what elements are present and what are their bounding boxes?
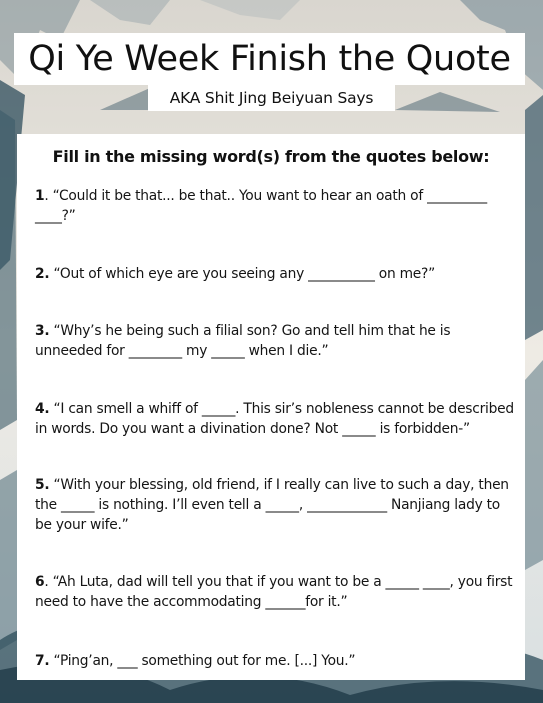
question-2 xyxy=(35,264,519,284)
question-text: . “Could it be that... be that.. You want to hear an oath of _________ ____?” xyxy=(35,188,487,224)
question-4 xyxy=(35,399,519,439)
question-text: “Out of which eye are you seeing any __________ on me?” xyxy=(49,266,435,282)
question-6 xyxy=(35,572,519,612)
question-text: . “Ah Luta, dad will tell you that if you want to be a _____ ____, you first need to have the accommodating ______for it.” xyxy=(35,574,513,610)
question-text: “I can smell a whiff of _____. This sir’s nobleness cannot be described in words. Do you want a divination done? Not _____ is forbidden-” xyxy=(35,401,514,437)
question-number: 5. xyxy=(35,477,50,493)
question-5 xyxy=(35,475,519,535)
question-number: 4. xyxy=(35,401,50,417)
quiz-panel xyxy=(17,134,525,680)
subtitle-banner xyxy=(148,85,395,111)
question-1 xyxy=(35,186,519,226)
title-banner xyxy=(14,33,525,85)
page-title: Qi Ye Week Finish the Quote xyxy=(28,39,511,79)
instructions: Fill in the missing word(s) from the quotes below: xyxy=(52,147,490,166)
page-subtitle: AKA Shit Jing Beiyuan Says xyxy=(169,89,374,107)
question-number: 2. xyxy=(35,266,50,282)
question-text: “Why’s he being such a filial son? Go and tell him that he is unneeded for ________ my _____ when I die.” xyxy=(35,323,451,359)
question-3 xyxy=(35,321,519,361)
question-number: 6 xyxy=(35,574,45,590)
question-7 xyxy=(35,651,519,671)
question-text: “Ping’an, ___ something out for me. [...] You.” xyxy=(49,653,356,669)
question-number: 1 xyxy=(35,188,45,204)
question-number: 7. xyxy=(35,653,50,669)
question-number: 3. xyxy=(35,323,50,339)
question-text: “With your blessing, old friend, if I really can live to such a day, then the _____ is nothing. I’ll even tell a _____, ____________ Nanjiang lady to be your wife.” xyxy=(35,477,509,533)
